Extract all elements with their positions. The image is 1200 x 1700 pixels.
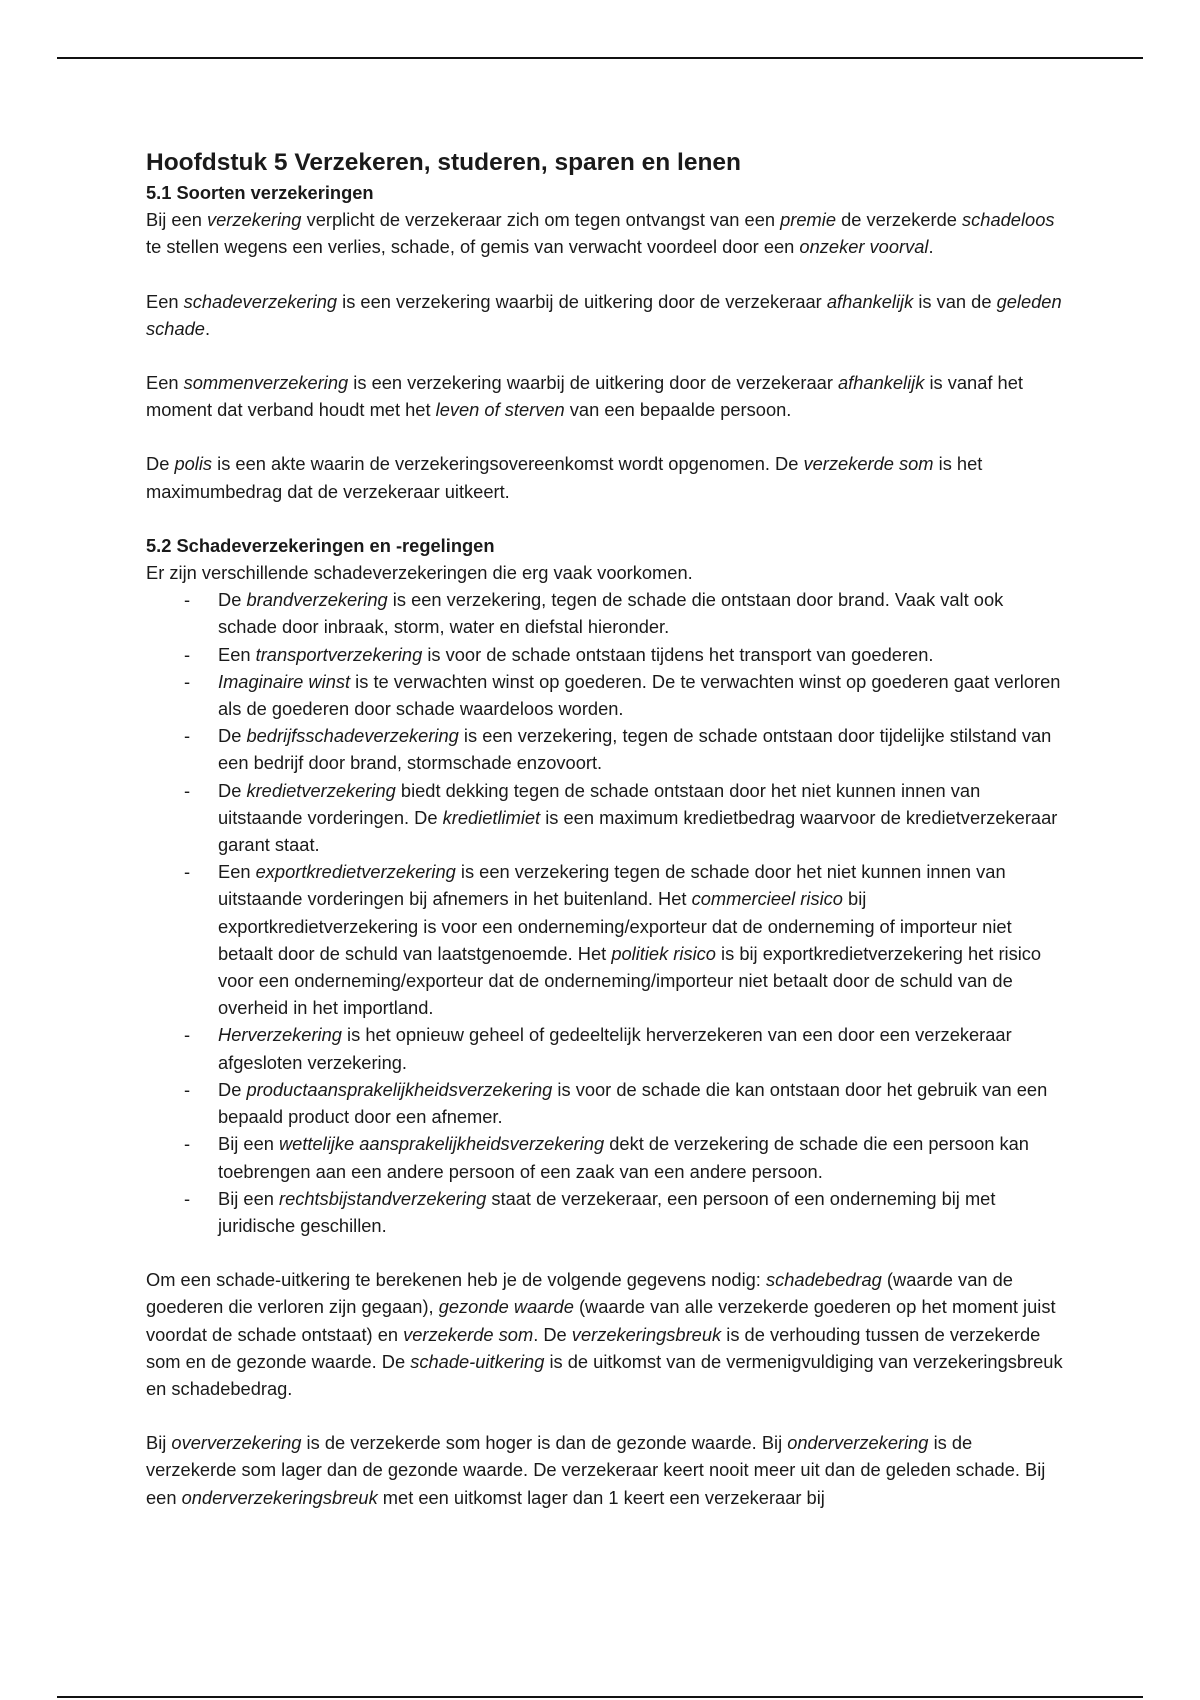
- emphasized-term: polis: [174, 453, 213, 475]
- emphasized-term: commercieel risico: [691, 888, 843, 910]
- header-rule: [57, 57, 1143, 59]
- emphasized-term: onderverzekering: [787, 1432, 929, 1454]
- emphasized-term: verzekering: [206, 209, 302, 231]
- emphasized-term: bedrijfsschadeverzekering: [246, 725, 459, 747]
- section-heading-5-1: 5.1 Soorten verzekeringen: [146, 182, 374, 203]
- emphasized-term: afhankelijk: [826, 290, 914, 312]
- emphasized-term: onzeker voorval: [799, 236, 929, 258]
- emphasized-term: Herverzekering: [218, 1024, 342, 1046]
- list-item: - Bij een wettelijke aansprakelijkheidsverzekering dekt de verzekering de schade die een persoon kan toebrengen aan een andere persoon of een zaak van een andere persoon.: [146, 1130, 1066, 1184]
- emphasized-term: verzekeringsbreuk: [571, 1323, 722, 1345]
- paragraph-oververzekering: Bij oververzekering is de verzekerde som hoger is dan de gezonde waarde. Bij onderverzekering is de verzekerde som lager dan de gezonde waarde. De verzekeraar keert nooit meer uit dan de geleden schade. Bij een onderverzekeringsbreuk met een uitkomst lager dan 1 keert een verzekeraar bij: [146, 1432, 1046, 1508]
- paragraph-polis: De polis is een akte waarin de verzekeringsovereenkomst wordt opgenomen. De verzekerde som is het maximumbedrag dat de verzekeraar uitkeert.: [146, 453, 983, 502]
- list-item: - Een transportverzekering is voor de schade ontstaan tijdens het transport van goederen.: [146, 641, 1066, 668]
- emphasized-term: kredietlimiet: [442, 806, 541, 828]
- emphasized-term: schadeloos: [962, 209, 1055, 231]
- emphasized-term: rechtsbijstandverzekering: [278, 1187, 487, 1209]
- emphasized-term: transportverzekering: [255, 643, 423, 665]
- emphasized-term: exportkredietverzekering: [255, 861, 456, 883]
- emphasized-term: wettelijke aansprakelijkheidsverzekering: [278, 1133, 605, 1155]
- paragraph-sommenverzekering: Een sommenverzekering is een verzekering waarbij de uitkering door de verzekeraar afhankelijk is vanaf het moment dat verband houdt met het leven of sterven van een bepaalde persoon.: [146, 372, 1023, 421]
- emphasized-term: geleden schade: [146, 290, 1062, 339]
- list-item: - Herverzekering is het opnieuw geheel of gedeeltelijk herverzekeren van een door een verzekeraar afgesloten verzekering.: [146, 1021, 1066, 1075]
- list-item: - Bij een rechtsbijstandverzekering staat de verzekeraar, een persoon of een onderneming bij met juridische geschillen.: [146, 1185, 1066, 1239]
- emphasized-term: leven of sterven: [435, 399, 565, 421]
- list-item: - De bedrijfsschadeverzekering is een verzekering, tegen de schade ontstaan door tijdelijke stilstand van een bedrijf door brand, stormschade enzovoort.: [146, 722, 1066, 776]
- emphasized-term: schade-uitkering: [410, 1350, 545, 1372]
- paragraph-schade-uitkering: Om een schade-uitkering te berekenen heb je de volgende gegevens nodig: schadebedrag (waarde van de goederen die verloren zijn gegaan), gezonde waarde (waarde van alle verzekerde goederen op het moment juist voordat de schade ontstaat) en verzekerde som. De verzekeringsbreuk is de verhouding tussen de verzekerde som en de gezonde waarde. De schade-uitkering is de uitkomst van de vermenigvuldiging van verzekeringsbreuk en schadebedrag.: [146, 1269, 1063, 1399]
- list-item: - Imaginaire winst is te verwachten winst op goederen. De te verwachten winst op goederen gaat verloren als de goederen door schade waardeloos worden.: [146, 668, 1066, 722]
- section-heading-5-2: 5.2 Schadeverzekeringen en -regelingen: [146, 534, 495, 556]
- document-body: [146, 147, 1066, 1511]
- emphasized-term: schadebedrag: [765, 1269, 882, 1291]
- list-item: - De kredietverzekering biedt dekking tegen de schade ontstaan door het niet kunnen innen van uitstaande vorderingen. De kredietlimiet is een maximum kredietbedrag waarvoor de kredietverzekeraar garant staat.: [146, 777, 1066, 859]
- emphasized-term: oververzekering: [171, 1432, 302, 1454]
- paragraph-schadeverzekering: Een schadeverzekering is een verzekering waarbij de uitkering door de verzekeraar afhankelijk is van de geleden schade.: [146, 290, 1062, 339]
- emphasized-term: Imaginaire winst: [218, 670, 351, 692]
- paragraph-verzekering: Bij een verzekering verplicht de verzekeraar zich om tegen ontvangst van een premie de verzekerde schadeloos te stellen wegens een verlies, schade, of gemis van verwacht voordeel door een onzeker voorval.: [146, 209, 1055, 258]
- list-item: - Een exportkredietverzekering is een verzekering tegen de schade door het niet kunnen innen van uitstaande vorderingen bij afnemers in het buitenland. Het commercieel risico bij exportkredietverzekering is voor een onderneming/exporteur dat de onderneming of importeur niet betaalt door de schuld van laatstgenoemde. Het politiek risico is bij exportkredietverzekering het risico voor een onderneming/exporteur dat de onderneming/importeur niet betaalt door de schuld van de overheid in het importland.: [146, 858, 1066, 1021]
- list-item: - De productaansprakelijkheidsverzekering is voor de schade die kan ontstaan door het gebruik van een bepaald product door een afnemer.: [146, 1076, 1066, 1130]
- emphasized-term: brandverzekering: [246, 589, 388, 611]
- paragraph-intro: Er zijn verschillende schadeverzekeringen die erg vaak voorkomen.: [146, 562, 693, 584]
- chapter-title: Hoofdstuk 5 Verzekeren, studeren, sparen en lenen: [146, 149, 741, 176]
- emphasized-term: kredietverzekering: [246, 779, 396, 801]
- emphasized-term: verzekerde som: [403, 1323, 534, 1345]
- emphasized-term: onderverzekeringsbreuk: [181, 1486, 378, 1508]
- emphasized-term: politiek risico: [611, 942, 716, 964]
- emphasized-term: sommenverzekering: [183, 372, 349, 394]
- emphasized-term: verzekerde som: [803, 453, 934, 475]
- emphasized-term: productaansprakelijkheidsverzekering: [246, 1078, 553, 1100]
- emphasized-term: afhankelijk: [838, 372, 925, 394]
- list-item: - De brandverzekering is een verzekering, tegen de schade die ontstaan door brand. Vaak valt ook schade door inbraak, storm, water en diefstal hieronder.: [146, 586, 1066, 640]
- footer-rule: [57, 1696, 1143, 1698]
- insurance-type-list: [146, 586, 1066, 1239]
- emphasized-term: schadeverzekering: [183, 290, 338, 312]
- emphasized-term: premie: [780, 209, 836, 231]
- emphasized-term: gezonde waarde: [438, 1296, 574, 1318]
